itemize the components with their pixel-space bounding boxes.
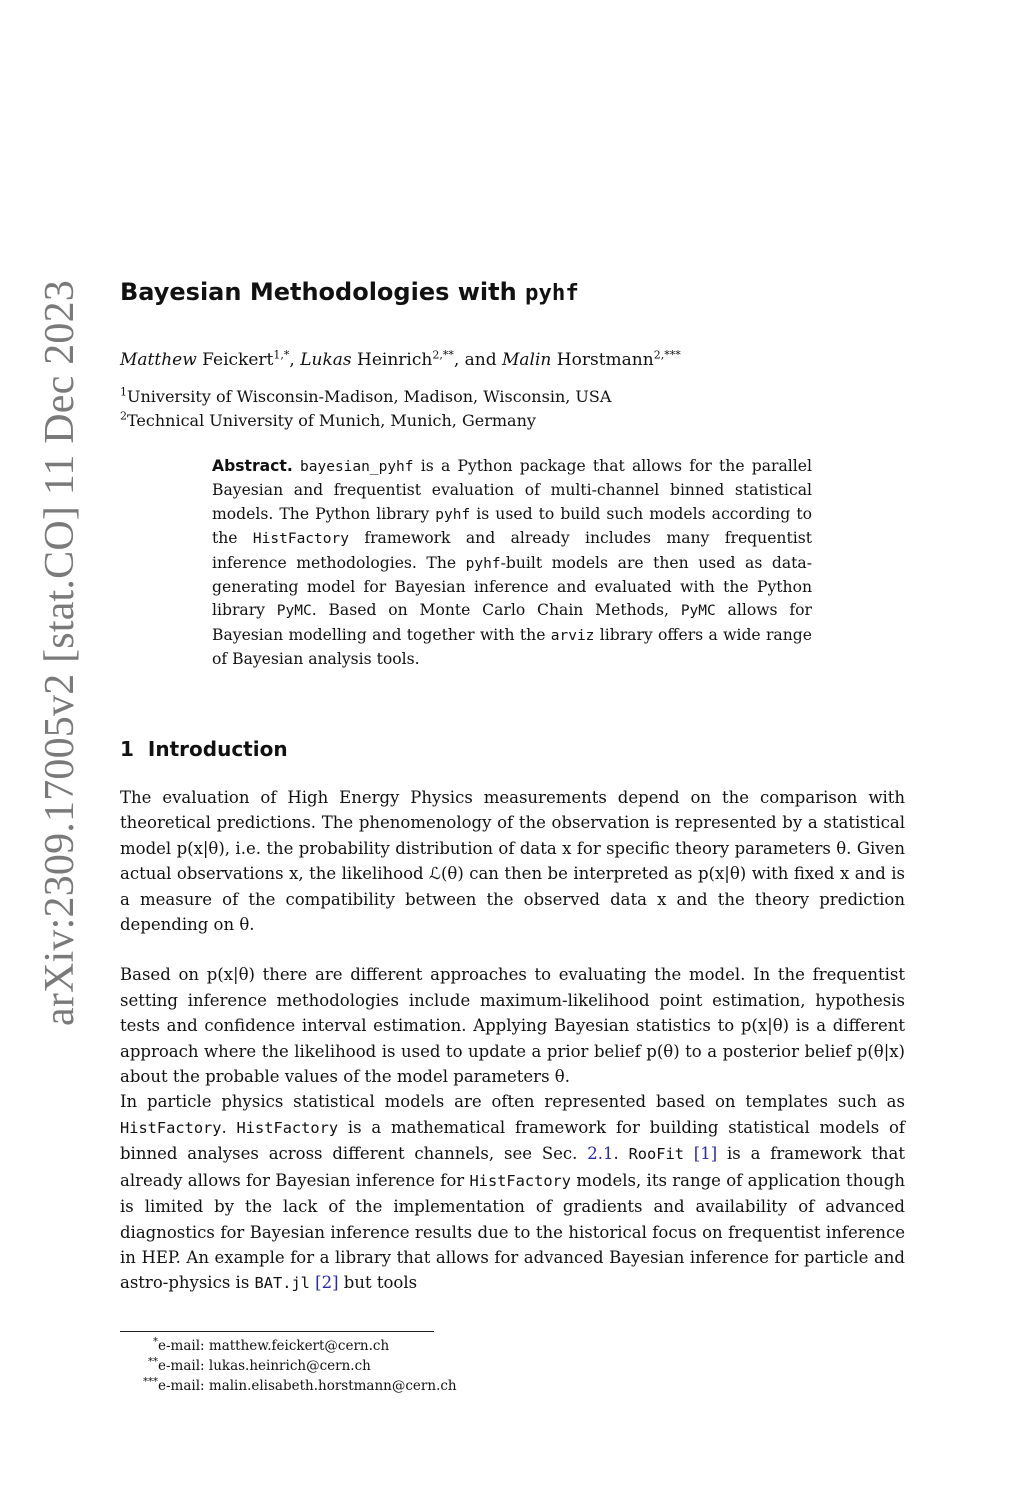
abstract: Abstract. bayesian_pyhf is a Python package that allows for the parallel Bayesian and frequentist evaluation of multi-channel binned statistical models. The Python library pyhf is used to build such models according to the HistFactory framework and already includes many frequentist inference methodologies. The pyhf-built models are then used as data-generating model for Bayesian inference and evaluated with the Python library PyMC. Based on Monte Carlo Chain Methods, PyMC allows for Bayesian modelling and together with the arviz library offers a wide range of Bayesian analysis tools.	[212, 457, 812, 669]
affiliation: $^2$Technical University of Munich, Munich, Germany	[120, 409, 536, 430]
citation-link[interactable]: [1]	[693, 1144, 718, 1164]
paper-title	[120, 278, 579, 306]
footnote: *e-mail: matthew.feickert@cern.ch	[153, 1336, 390, 1354]
abstract-label: Abstract.	[212, 457, 293, 475]
author: Matthew Feickert$^{1,*}$	[120, 348, 290, 370]
title-text: Bayesian Methodologies with	[120, 278, 526, 306]
introduction-body	[120, 785, 905, 1297]
author-list: Matthew Feickert$^{1,*}$, Lukas Heinrich$^{2,**}$, and Malin Horstmann$^{2,***}$	[120, 348, 681, 370]
section-link[interactable]: 2.1	[587, 1144, 614, 1164]
arxiv-stamp-text: arXiv:2309.17005v2 [stat.CO] 11 Dec 2023	[37, 280, 83, 1026]
section-heading: 1 Introduction	[120, 737, 288, 761]
author: Malin Horstmann$^{2,***}$	[502, 348, 681, 370]
citation-link[interactable]: [2]	[315, 1273, 339, 1293]
title-code: pyhf	[525, 280, 579, 306]
author: Lukas Heinrich$^{2,**}$	[300, 348, 454, 370]
footnote-rule	[120, 1331, 434, 1332]
affiliation: $^1$University of Wisconsin-Madison, Madison, Wisconsin, USA	[120, 385, 612, 406]
paragraph: In particle physics statistical models are often represented based on templates such as HistFactory. HistFactory is a mathematical framework for building statistical models of binned analyses across different channels, see Sec. 2.1. RooFit [1] is a framework that already allows for Bayesian inference for HistFactory models, its range of application though is limited by the lack of the implementation of gradients and availability of advanced diagnostics for Bayesian inference results due to the historical focus on frequentist inference in HEP. An example for a library that allows for advanced Bayesian inference for particle and astro-physics is BAT.jl [2] but tools	[120, 1092, 906, 1293]
paragraph: Based on p(x|θ) there are different approaches to evaluating the model. In the frequentist setting inference methodologies include maximum-likelihood point estimation, hypothesis tests and confidence interval estimation. Applying Bayesian statistics to p(x|θ) is a different approach where the likelihood is used to update a prior belief p(θ) to a posterior belief p(θ|x) about the probable values of the model parameters θ.	[120, 965, 905, 1087]
footnote: ***e-mail: malin.elisabeth.horstmann@cern.ch	[143, 1376, 457, 1394]
arxiv-identifier-stamp	[18, 258, 102, 1048]
footnote: **e-mail: lukas.heinrich@cern.ch	[148, 1356, 371, 1374]
paragraph: The evaluation of High Energy Physics measurements depend on the comparison with theoretical predictions. The phenomenology of the observation is represented by a statistical model p(x|θ), i.e. the probability distribution of data x for specific theory parameters θ. Given actual observations x, the likelihood ℒ(θ) can then be interpreted as p(x|θ) with fixed x and is a measure of the compatibility between the observed data x and the theory prediction depending on θ.	[120, 788, 905, 935]
